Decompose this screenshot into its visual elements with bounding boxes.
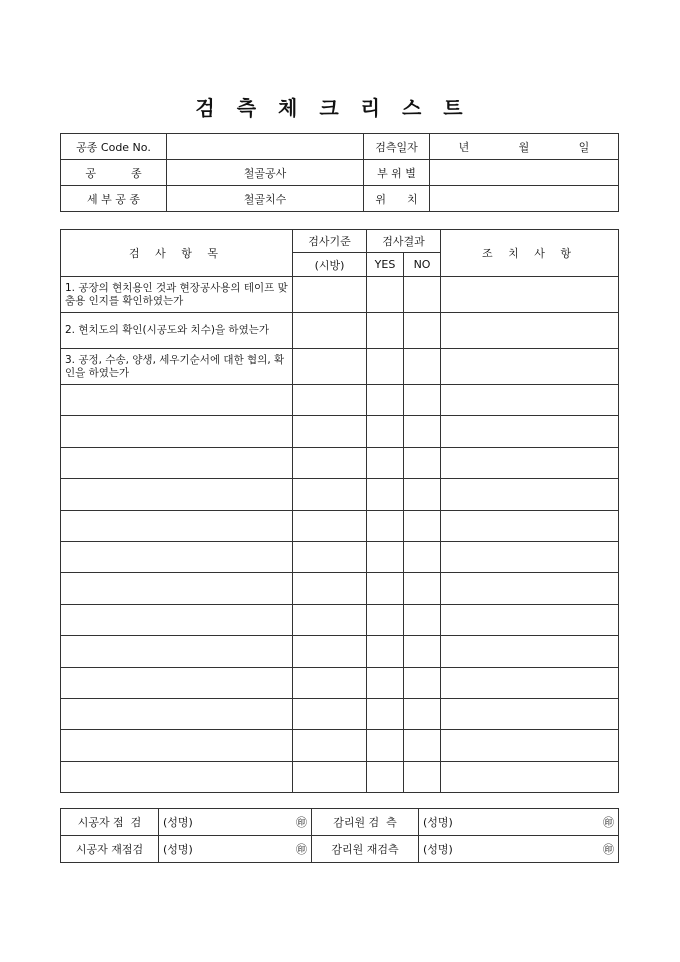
right-signature[interactable] xyxy=(419,836,619,863)
name-label: (성명) xyxy=(423,816,453,829)
no-cell[interactable] xyxy=(404,510,441,541)
standard-cell[interactable] xyxy=(293,277,367,313)
yes-cell[interactable] xyxy=(367,385,404,416)
date-label: 검측일자 xyxy=(364,134,430,160)
item-cell[interactable] xyxy=(61,730,293,761)
action-cell[interactable] xyxy=(441,349,619,385)
header-standard-sub: (시방) xyxy=(293,253,367,277)
name-label: (성명) xyxy=(163,816,193,829)
empty-row xyxy=(61,761,619,792)
date-value[interactable] xyxy=(430,134,619,160)
year-label: 년 xyxy=(458,140,470,154)
yes-cell[interactable] xyxy=(367,313,404,349)
checklist-item: 3. 공정, 수송, 양생, 세우기순서에 대한 협의, 확인을 하였는가 xyxy=(61,349,293,385)
standard-cell[interactable] xyxy=(293,667,367,698)
checklist-item: 1. 공장의 현치용인 것과 현장공사용의 테이프 맞춤용 인지를 확인하였는가 xyxy=(61,277,293,313)
no-cell[interactable] xyxy=(404,636,441,667)
action-cell[interactable] xyxy=(441,447,619,478)
seal-icon: ㊞ xyxy=(296,816,307,829)
left-signature[interactable] xyxy=(159,809,312,836)
standard-cell[interactable] xyxy=(293,541,367,572)
item-cell[interactable] xyxy=(61,698,293,729)
location-label: 위 치 xyxy=(364,186,430,212)
empty-row xyxy=(61,385,619,416)
checklist-row xyxy=(61,277,619,313)
yes-cell[interactable] xyxy=(367,277,404,313)
empty-row xyxy=(61,447,619,478)
action-cell[interactable] xyxy=(441,698,619,729)
standard-cell[interactable] xyxy=(293,349,367,385)
no-cell[interactable] xyxy=(404,416,441,447)
yes-cell[interactable] xyxy=(367,510,404,541)
action-cell[interactable] xyxy=(441,416,619,447)
seal-icon: ㊞ xyxy=(296,843,307,856)
standard-cell[interactable] xyxy=(293,698,367,729)
standard-cell[interactable] xyxy=(293,416,367,447)
yes-cell[interactable] xyxy=(367,761,404,792)
code-value[interactable] xyxy=(167,134,364,160)
location-value[interactable] xyxy=(430,186,619,212)
no-cell[interactable] xyxy=(404,698,441,729)
signature-table xyxy=(60,808,619,863)
empty-row xyxy=(61,573,619,604)
yes-cell[interactable] xyxy=(367,730,404,761)
no-cell[interactable] xyxy=(404,604,441,635)
no-cell[interactable] xyxy=(404,573,441,604)
checklist-table xyxy=(60,229,619,793)
checklist-row xyxy=(61,313,619,349)
standard-cell[interactable] xyxy=(293,761,367,792)
yes-cell[interactable] xyxy=(367,636,404,667)
signature-row xyxy=(61,836,619,863)
item-cell[interactable] xyxy=(61,573,293,604)
yes-cell[interactable] xyxy=(367,604,404,635)
right-label: 감리원 검 측 xyxy=(312,809,419,836)
no-cell[interactable] xyxy=(404,761,441,792)
right-label: 감리원 재검측 xyxy=(312,836,419,863)
item-cell[interactable] xyxy=(61,541,293,572)
empty-row xyxy=(61,416,619,447)
no-cell[interactable] xyxy=(404,277,441,313)
item-cell[interactable] xyxy=(61,510,293,541)
signature-row xyxy=(61,809,619,836)
action-cell[interactable] xyxy=(441,479,619,510)
seal-icon: ㊞ xyxy=(603,816,614,829)
work-label: 공 종 xyxy=(61,160,167,186)
no-cell[interactable] xyxy=(404,385,441,416)
action-cell[interactable] xyxy=(441,573,619,604)
header-no: NO xyxy=(404,253,441,277)
right-signature[interactable] xyxy=(419,809,619,836)
item-cell[interactable] xyxy=(61,761,293,792)
standard-cell[interactable] xyxy=(293,510,367,541)
header-yes: YES xyxy=(367,253,404,277)
action-cell[interactable] xyxy=(441,667,619,698)
left-label: 시공자 재점검 xyxy=(61,836,159,863)
action-cell[interactable] xyxy=(441,636,619,667)
standard-cell[interactable] xyxy=(293,313,367,349)
header-result: 검사결과 xyxy=(367,230,441,253)
left-label: 시공자 점 검 xyxy=(61,809,159,836)
item-cell[interactable] xyxy=(61,667,293,698)
no-cell[interactable] xyxy=(404,479,441,510)
yes-cell[interactable] xyxy=(367,573,404,604)
checklist-item: 2. 현치도의 확인(시공도와 치수)을 하였는가 xyxy=(61,313,293,349)
item-cell[interactable] xyxy=(61,385,293,416)
no-cell[interactable] xyxy=(404,667,441,698)
part-label: 부 위 별 xyxy=(364,160,430,186)
standard-cell[interactable] xyxy=(293,636,367,667)
info-table xyxy=(60,133,619,212)
standard-cell[interactable] xyxy=(293,479,367,510)
action-cell[interactable] xyxy=(441,313,619,349)
no-cell[interactable] xyxy=(404,541,441,572)
no-cell[interactable] xyxy=(404,349,441,385)
code-label: 공종 Code No. xyxy=(61,134,167,160)
action-cell[interactable] xyxy=(441,277,619,313)
item-cell[interactable] xyxy=(61,416,293,447)
empty-row xyxy=(61,604,619,635)
header-standard: 검사기준 xyxy=(293,230,367,253)
name-label: (성명) xyxy=(163,843,193,856)
item-cell[interactable] xyxy=(61,479,293,510)
action-cell[interactable] xyxy=(441,604,619,635)
no-cell[interactable] xyxy=(404,313,441,349)
header-action: 조 치 사 항 xyxy=(441,230,619,277)
yes-cell[interactable] xyxy=(367,698,404,729)
empty-row xyxy=(61,636,619,667)
yes-cell[interactable] xyxy=(367,447,404,478)
yes-cell[interactable] xyxy=(367,541,404,572)
page-title: 검측체크리스트 xyxy=(195,96,485,120)
left-signature[interactable] xyxy=(159,836,312,863)
empty-row xyxy=(61,667,619,698)
yes-cell[interactable] xyxy=(367,349,404,385)
month-label: 월 xyxy=(518,140,530,154)
action-cell[interactable] xyxy=(441,761,619,792)
action-cell[interactable] xyxy=(441,385,619,416)
action-cell[interactable] xyxy=(441,510,619,541)
standard-cell[interactable] xyxy=(293,604,367,635)
header-item: 검 사 항 목 xyxy=(61,230,293,277)
standard-cell[interactable] xyxy=(293,385,367,416)
yes-cell[interactable] xyxy=(367,416,404,447)
item-cell[interactable] xyxy=(61,636,293,667)
empty-row xyxy=(61,479,619,510)
empty-row xyxy=(61,730,619,761)
no-cell[interactable] xyxy=(404,730,441,761)
action-cell[interactable] xyxy=(441,541,619,572)
detail-value[interactable]: 철골치수 xyxy=(167,186,364,212)
empty-row xyxy=(61,698,619,729)
day-label: 일 xyxy=(578,140,590,154)
seal-icon: ㊞ xyxy=(603,843,614,856)
item-cell[interactable] xyxy=(61,604,293,635)
standard-cell[interactable] xyxy=(293,447,367,478)
action-cell[interactable] xyxy=(441,730,619,761)
detail-label: 세 부 공 종 xyxy=(61,186,167,212)
checklist-row xyxy=(61,349,619,385)
empty-row xyxy=(61,541,619,572)
work-value[interactable]: 철골공사 xyxy=(167,160,364,186)
yes-cell[interactable] xyxy=(367,667,404,698)
item-cell[interactable] xyxy=(61,447,293,478)
part-value[interactable] xyxy=(430,160,619,186)
empty-row xyxy=(61,510,619,541)
yes-cell[interactable] xyxy=(367,479,404,510)
standard-cell[interactable] xyxy=(293,573,367,604)
name-label: (성명) xyxy=(423,843,453,856)
no-cell[interactable] xyxy=(404,447,441,478)
standard-cell[interactable] xyxy=(293,730,367,761)
